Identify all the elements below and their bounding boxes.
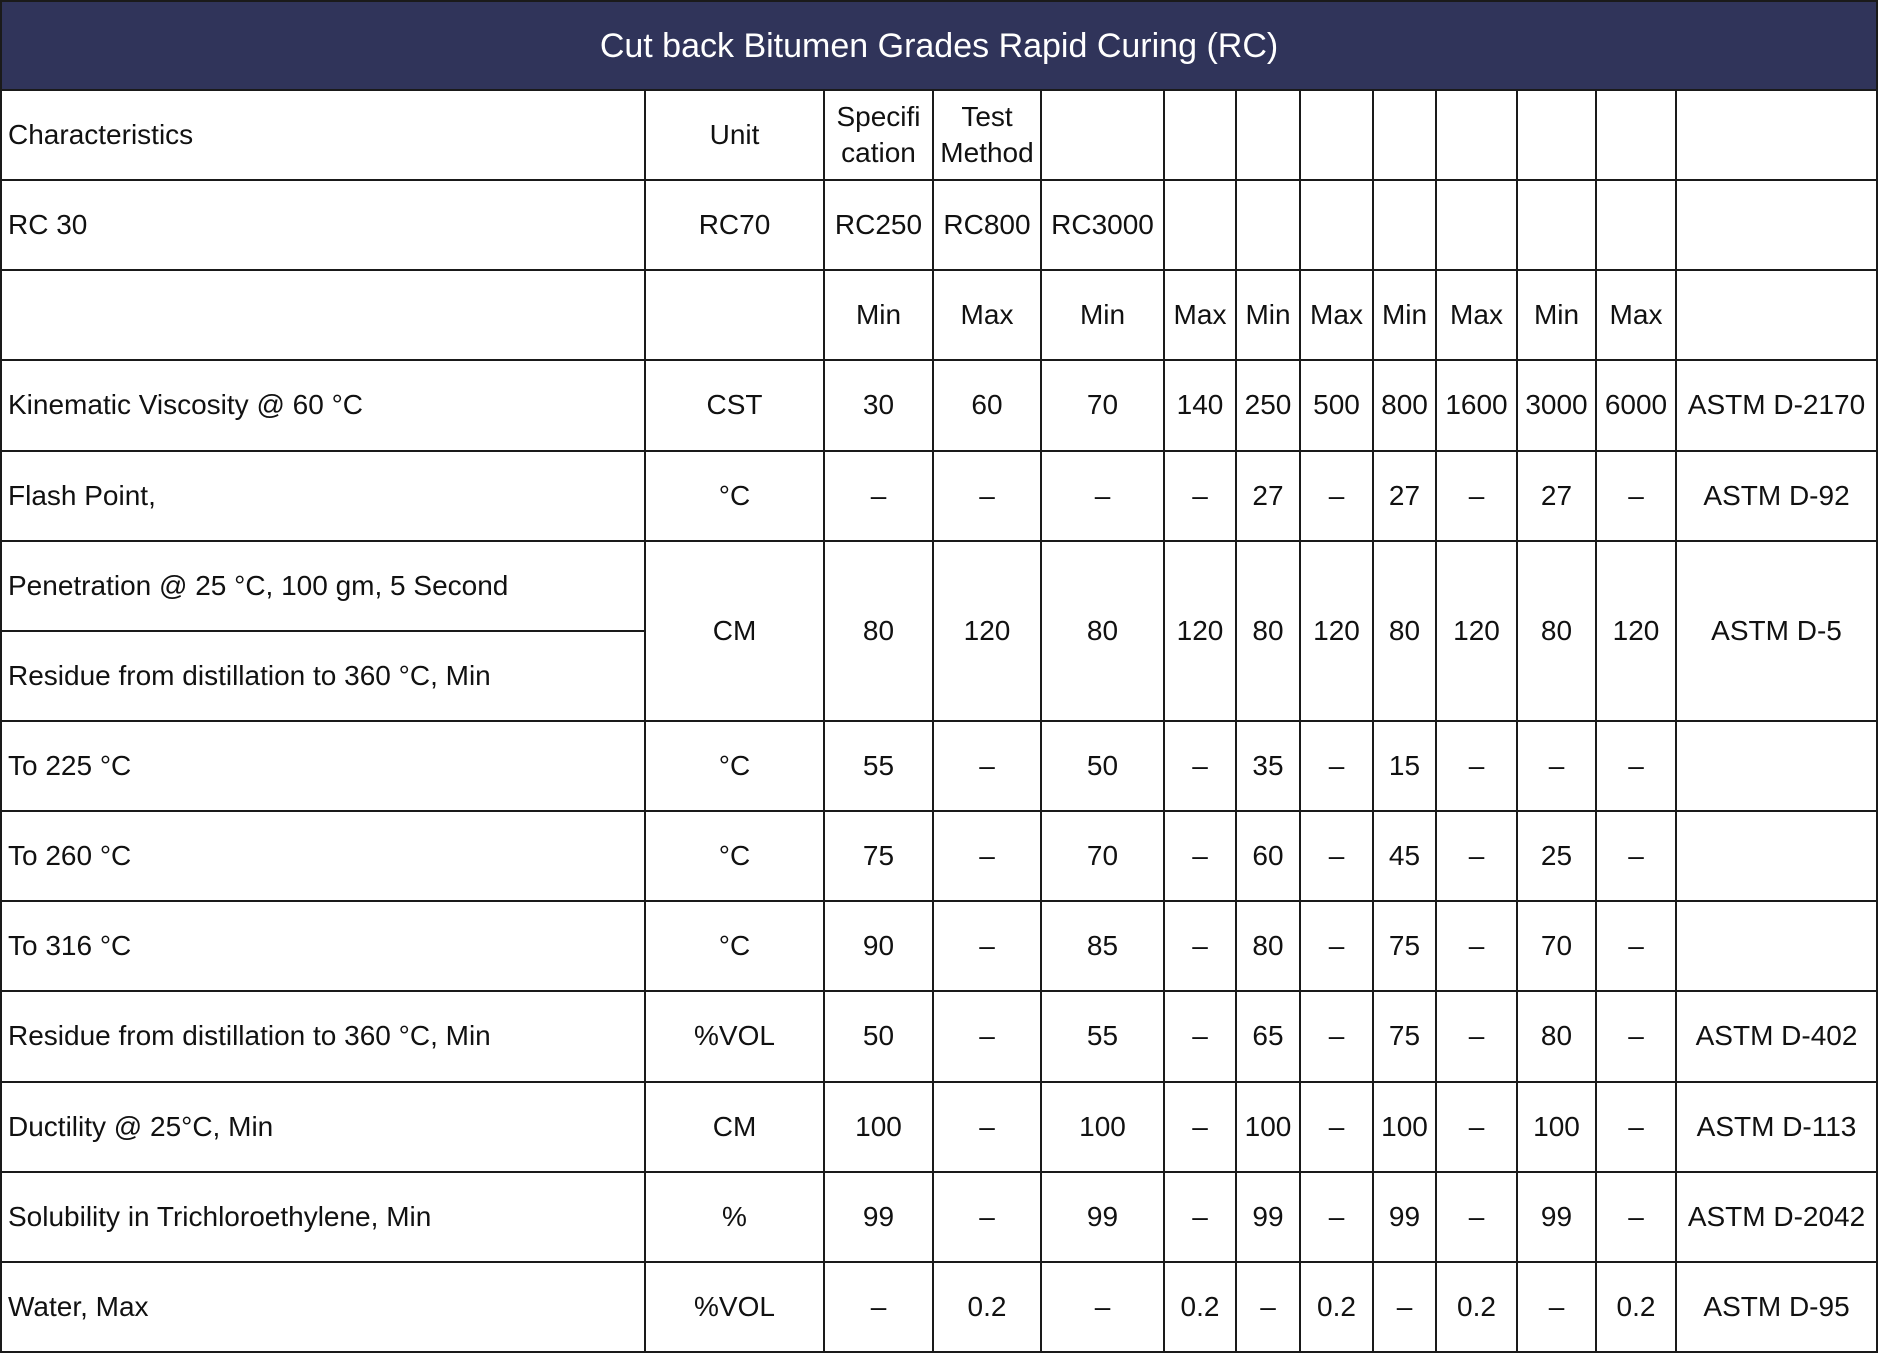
minmax-label: Max [1300,270,1373,360]
value-cell: 250 [1236,360,1300,450]
minmax-label: Max [933,270,1041,360]
value-cell: 75 [1373,901,1436,991]
header-row [1,90,1877,180]
unit-cell: °C [645,901,824,991]
value-cell: – [1596,811,1676,901]
characteristic-label: Residue from distillation to 360 °C, Min [1,631,645,721]
value-cell: 0.2 [1300,1262,1373,1352]
table-row [1,360,1877,450]
unit-cell: °C [645,811,824,901]
grade-row [1,180,1877,270]
value-cell: 50 [824,991,933,1081]
test-method-cell: ASTM D-5 [1676,541,1877,721]
penetration-row [1,541,1877,631]
value-cell: – [1300,721,1373,811]
value-cell: 3000 [1517,360,1596,450]
grade-label: RC3000 [1041,180,1164,270]
value-cell: – [933,721,1041,811]
value-cell: 70 [1041,360,1164,450]
unit-cell: %VOL [645,1262,824,1352]
value-cell: 99 [1517,1172,1596,1262]
grade-label: RC70 [645,180,824,270]
value-cell: 99 [1041,1172,1164,1262]
table-row [1,901,1877,991]
test-method-cell: ASTM D-92 [1676,451,1877,541]
value-cell: 800 [1373,360,1436,450]
value-cell: 27 [1517,451,1596,541]
value-cell: 65 [1236,991,1300,1081]
value-cell: 1600 [1436,360,1517,450]
value-cell: – [824,1262,933,1352]
characteristic-label: Water, Max [1,1262,645,1352]
value-cell: – [1596,1082,1676,1172]
value-cell: – [1517,721,1596,811]
value-cell: 75 [1373,991,1436,1081]
value-cell: – [1436,721,1517,811]
empty-cell [1596,180,1676,270]
value-cell: – [1373,1262,1436,1352]
value-cell: – [1300,901,1373,991]
empty-cell [1676,90,1877,180]
value-cell: 55 [824,721,933,811]
table-row [1,1172,1877,1262]
value-cell: 100 [1517,1082,1596,1172]
value-cell: 30 [824,360,933,450]
value-cell: 0.2 [1436,1262,1517,1352]
value-cell: – [933,901,1041,991]
characteristic-label: Residue from distillation to 360 °C, Min [1,991,645,1081]
value-cell: – [1041,451,1164,541]
value-cell: – [1436,811,1517,901]
value-cell: – [1164,721,1236,811]
value-cell: 27 [1373,451,1436,541]
empty-cell [1517,180,1596,270]
test-method-cell [1676,811,1877,901]
value-cell: – [1300,1172,1373,1262]
empty-cell [1517,90,1596,180]
value-cell: – [1596,451,1676,541]
minmax-label: Min [1041,270,1164,360]
value-cell: – [933,1082,1041,1172]
grade-label: RC 30 [1,180,645,270]
minmax-label: Min [1373,270,1436,360]
value-cell: 75 [824,811,933,901]
specification-header-line2: cation [841,137,916,169]
empty-cell [1041,90,1164,180]
value-cell: – [1300,991,1373,1081]
value-cell: 80 [1517,991,1596,1081]
characteristic-label: Kinematic Viscosity @ 60 °C [1,360,645,450]
value-cell: 99 [1236,1172,1300,1262]
test-method-cell [1676,721,1877,811]
value-cell: – [1436,1082,1517,1172]
value-cell: 25 [1517,811,1596,901]
value-cell: 100 [1236,1082,1300,1172]
value-cell: 55 [1041,991,1164,1081]
characteristic-label: To 225 °C [1,721,645,811]
value-cell: 0.2 [1596,1262,1676,1352]
unit-cell: CST [645,360,824,450]
value-cell: – [1596,901,1676,991]
empty-cell [1300,180,1373,270]
value-cell: 99 [1373,1172,1436,1262]
empty-cell [1436,180,1517,270]
empty-cell [645,270,824,360]
value-cell: – [1164,1082,1236,1172]
value-cell: – [1300,811,1373,901]
value-cell: 80 [1517,541,1596,721]
value-cell: – [1164,901,1236,991]
empty-cell [1236,180,1300,270]
value-cell: 15 [1373,721,1436,811]
characteristics-header: Characteristics [1,90,645,180]
value-cell: – [1596,721,1676,811]
value-cell: 99 [824,1172,933,1262]
minmax-label: Max [1164,270,1236,360]
empty-cell [1373,180,1436,270]
empty-cell [1436,90,1517,180]
characteristic-label: Solubility in Trichloroethylene, Min [1,1172,645,1262]
value-cell: 80 [1236,541,1300,721]
value-cell: 100 [824,1082,933,1172]
value-cell: 80 [1236,901,1300,991]
value-cell: 60 [1236,811,1300,901]
empty-cell [1300,90,1373,180]
table-row [1,1082,1877,1172]
value-cell: – [1436,1172,1517,1262]
unit-cell: °C [645,451,824,541]
unit-cell: CM [645,1082,824,1172]
value-cell: – [1436,991,1517,1081]
value-cell: 60 [933,360,1041,450]
value-cell: 100 [1041,1082,1164,1172]
specification-header [824,90,933,180]
empty-cell [1676,180,1877,270]
value-cell: – [1517,1262,1596,1352]
minmax-label: Min [1517,270,1596,360]
value-cell: 140 [1164,360,1236,450]
test-method-cell: ASTM D-113 [1676,1082,1877,1172]
value-cell: – [824,451,933,541]
value-cell: – [1041,1262,1164,1352]
characteristic-label: Flash Point, [1,451,645,541]
empty-cell [1236,90,1300,180]
value-cell: – [1164,991,1236,1081]
empty-cell [1596,90,1676,180]
unit-cell: % [645,1172,824,1262]
unit-header: Unit [645,90,824,180]
value-cell: 120 [1436,541,1517,721]
value-cell: – [1596,1172,1676,1262]
characteristic-label: To 316 °C [1,901,645,991]
value-cell: 500 [1300,360,1373,450]
value-cell: – [933,811,1041,901]
value-cell: – [1164,1172,1236,1262]
value-cell: 120 [1164,541,1236,721]
unit-cell: °C [645,721,824,811]
minmax-row [1,270,1877,360]
value-cell: – [1436,451,1517,541]
value-cell: 70 [1041,811,1164,901]
table-row [1,991,1877,1081]
value-cell: – [1236,1262,1300,1352]
value-cell: 90 [824,901,933,991]
value-cell: – [1164,811,1236,901]
value-cell: – [933,1172,1041,1262]
value-cell: 85 [1041,901,1164,991]
characteristic-label: Ductility @ 25°C, Min [1,1082,645,1172]
unit-cell: CM [645,541,824,721]
test-method-cell: ASTM D-95 [1676,1262,1877,1352]
value-cell: 0.2 [1164,1262,1236,1352]
value-cell: – [1300,1082,1373,1172]
table-title: Cut back Bitumen Grades Rapid Curing (RC) [1,1,1877,90]
test-method-cell [1676,901,1877,991]
characteristic-label: Penetration @ 25 °C, 100 gm, 5 Second [1,541,645,631]
test-method-cell: ASTM D-402 [1676,991,1877,1081]
empty-cell [1,270,645,360]
empty-cell [1676,270,1877,360]
value-cell: 120 [933,541,1041,721]
empty-cell [1164,180,1236,270]
grade-label: RC250 [824,180,933,270]
test-method-header [933,90,1041,180]
value-cell: – [1164,451,1236,541]
unit-cell: %VOL [645,991,824,1081]
value-cell: – [933,451,1041,541]
value-cell: 70 [1517,901,1596,991]
value-cell: 80 [824,541,933,721]
value-cell: 80 [1373,541,1436,721]
empty-cell [1373,90,1436,180]
grade-label: RC800 [933,180,1041,270]
value-cell: 0.2 [933,1262,1041,1352]
test-method-cell: ASTM D-2042 [1676,1172,1877,1262]
value-cell: 45 [1373,811,1436,901]
test-method-header-line2: Method [940,137,1034,169]
empty-cell [1164,90,1236,180]
value-cell: 35 [1236,721,1300,811]
value-cell: 80 [1041,541,1164,721]
value-cell: – [933,991,1041,1081]
value-cell: 50 [1041,721,1164,811]
value-cell: – [1300,451,1373,541]
characteristic-label: To 260 °C [1,811,645,901]
value-cell: 100 [1373,1082,1436,1172]
value-cell: – [1436,901,1517,991]
table-row [1,451,1877,541]
minmax-label: Min [1236,270,1300,360]
minmax-label: Min [824,270,933,360]
value-cell: 120 [1300,541,1373,721]
table-row [1,811,1877,901]
value-cell: – [1596,991,1676,1081]
test-method-header-line1: Test [961,101,1013,133]
minmax-label: Max [1436,270,1517,360]
value-cell: 6000 [1596,360,1676,450]
table-row [1,721,1877,811]
minmax-label: Max [1596,270,1676,360]
specification-header-line1: Specifi [836,101,921,133]
table-row [1,1262,1877,1352]
test-method-cell: ASTM D-2170 [1676,360,1877,450]
value-cell: 120 [1596,541,1676,721]
value-cell: 27 [1236,451,1300,541]
